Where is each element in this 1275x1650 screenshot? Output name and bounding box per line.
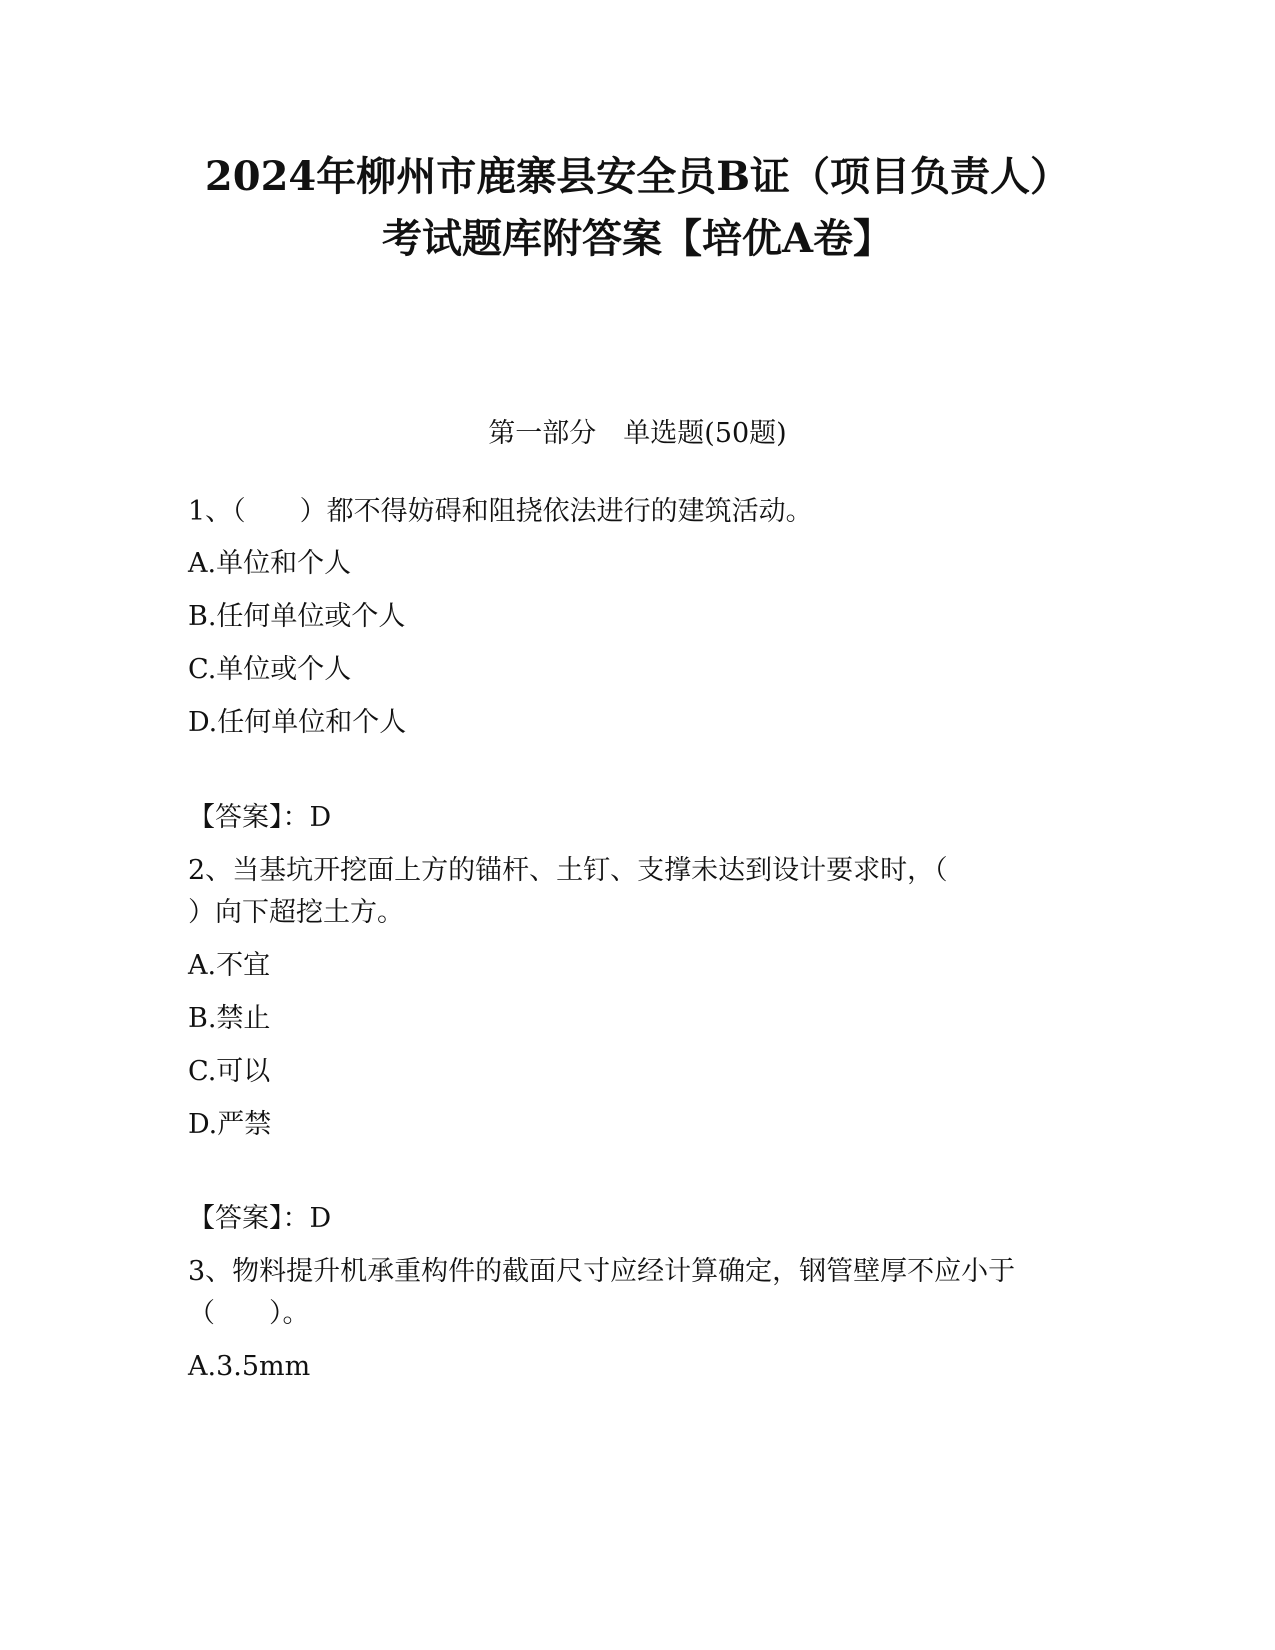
question-2-option-c: C.可以 — [188, 1056, 271, 1087]
question-1-answer: 【答案】：D — [188, 802, 332, 833]
question-2-option-d: D.严禁 — [188, 1109, 272, 1140]
section-heading: 第一部分 单选题(50题) — [488, 418, 787, 449]
question-2-option-a: A.不宜 — [188, 950, 271, 981]
question-3-stem-line-1: 3、物料提升机承重构件的截面尺寸应经计算确定，钢管壁厚不应小于 — [188, 1256, 1016, 1287]
question-2-answer: 【答案】：D — [188, 1203, 332, 1234]
question-3-option-a: A.3.5mm — [188, 1351, 311, 1382]
question-3-stem-line-2: （ ）。 — [188, 1298, 310, 1329]
question-1-option-b: B.任何单位或个人 — [188, 601, 406, 632]
question-1-option-a: A.单位和个人 — [188, 548, 352, 579]
question-2-stem-line-2: ）向下超挖土方。 — [188, 897, 404, 928]
question-2-stem-line-1: 2、当基坑开挖面上方的锚杆、土钉、支撑未达到设计要求时，（ — [188, 855, 948, 886]
document-title-line-2: 考试题库附答案【培优A卷】 — [381, 215, 894, 262]
question-1-option-c: C.单位或个人 — [188, 654, 352, 685]
question-1-option-d: D.任何单位和个人 — [188, 707, 407, 738]
question-1-stem: 1、（ ）都不得妨碍和阻挠依法进行的建筑活动。 — [188, 496, 813, 527]
document-title-line-1: 2024年柳州市鹿寨县安全员B证（项目负责人） — [204, 153, 1071, 200]
question-2-option-b: B.禁止 — [188, 1003, 271, 1034]
